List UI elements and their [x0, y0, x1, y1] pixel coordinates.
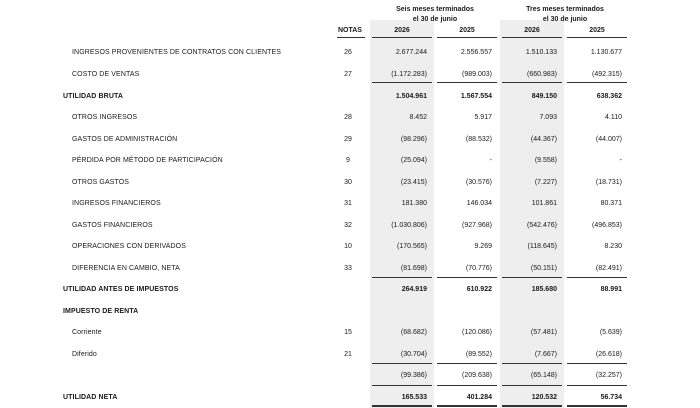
row-label: OTROS GASTOS	[72, 179, 130, 186]
table-row	[0, 111, 700, 125]
row-label: UTILIDAD BRUTA	[63, 93, 123, 100]
total-double-rule	[502, 405, 562, 407]
six-months-header-line2: el 30 de junio	[412, 16, 458, 23]
row-note: 26	[344, 49, 352, 56]
subtotal-rule	[437, 277, 497, 278]
table-row	[0, 262, 700, 276]
row-value: (1.030.806)	[391, 222, 427, 229]
total-double-rule	[437, 405, 497, 407]
row-value: (70.776)	[465, 265, 492, 272]
row-value: 181.380	[401, 200, 427, 207]
row-note: 29	[344, 136, 352, 143]
row-value: (89.552)	[465, 351, 492, 358]
header-underline	[567, 37, 627, 38]
table-row	[0, 154, 700, 168]
three-months-header-line2: el 30 de junio	[542, 16, 588, 23]
table-row	[0, 240, 700, 254]
row-value: (5.639)	[599, 329, 622, 336]
subtotal-rule	[502, 277, 562, 278]
notes-column-header: NOTAS	[338, 27, 362, 34]
row-value: (23.415)	[400, 179, 427, 186]
column-header-2026-three: 2026	[524, 27, 540, 34]
three-months-header	[500, 5, 630, 25]
total-double-rule	[567, 405, 627, 407]
table-row-tax-total	[0, 369, 700, 383]
row-value: (660.983)	[527, 71, 557, 78]
row-value: 1.504.961	[395, 93, 427, 100]
row-value: (496.853)	[592, 222, 622, 229]
three-months-header-line1: Tres meses terminados	[526, 6, 604, 13]
row-value: 5.917	[474, 114, 492, 121]
row-value: (65.148)	[530, 372, 557, 379]
row-value: (68.682)	[400, 329, 427, 336]
row-label: INGRESOS FINANCIEROS	[72, 200, 161, 207]
row-value: (7.667)	[534, 351, 557, 358]
row-value: 401.284	[466, 394, 492, 401]
row-value: (927.968)	[462, 222, 492, 229]
row-value: (57.481)	[530, 329, 557, 336]
row-value: (9.558)	[534, 157, 557, 164]
table-row	[0, 197, 700, 211]
row-value: (170.565)	[397, 243, 427, 250]
column-header-2025-three: 2025	[589, 27, 605, 34]
subtotal-rule	[567, 363, 627, 364]
row-note: 31	[344, 200, 352, 207]
header-underline	[372, 37, 432, 38]
row-note: 27	[344, 71, 352, 78]
row-value: 101.861	[531, 200, 557, 207]
row-value: 7.093	[539, 114, 557, 121]
row-value: (32.257)	[595, 372, 622, 379]
header-underline	[337, 37, 365, 38]
row-label: IMPUESTO DE RENTA	[63, 308, 139, 315]
row-value: 2.677.244	[395, 49, 427, 56]
row-label: Corriente	[72, 329, 102, 336]
row-value: (26.618)	[595, 351, 622, 358]
table-row	[0, 176, 700, 190]
row-value: (25.094)	[400, 157, 427, 164]
row-value: (989.003)	[462, 71, 492, 78]
subtotal-rule	[437, 363, 497, 364]
row-value: -	[489, 157, 492, 164]
row-value: 80.371	[600, 200, 622, 207]
row-label: PÉRDIDA POR MÉTODO DE PARTICIPACIÓN	[72, 157, 223, 164]
row-value: (7.227)	[534, 179, 557, 186]
row-value: (99.386)	[400, 372, 427, 379]
row-value: 8.452	[409, 114, 427, 121]
row-value: (81.698)	[400, 265, 427, 272]
row-value: (118.645)	[527, 243, 557, 250]
row-value: (98.296)	[400, 136, 427, 143]
row-value: (18.731)	[595, 179, 622, 186]
table-row	[0, 133, 700, 147]
row-label: COSTO DE VENTAS	[72, 71, 140, 78]
table-row-income-tax-header	[0, 305, 700, 319]
row-label: GASTOS DE ADMINISTRACIÓN	[72, 136, 178, 143]
row-note: 15	[344, 329, 352, 336]
row-value: 1.130.677	[590, 49, 622, 56]
row-label: UTILIDAD ANTES DE IMPUESTOS	[63, 286, 179, 293]
column-header-2025-six: 2025	[459, 27, 475, 34]
subtotal-rule	[437, 385, 497, 386]
row-label: UTILIDAD NETA	[63, 394, 118, 401]
row-note: 33	[344, 265, 352, 272]
header-underline	[502, 37, 562, 38]
subtotal-rule	[372, 363, 432, 364]
row-value: (120.086)	[462, 329, 492, 336]
row-value: 185.680	[531, 286, 557, 293]
subtotal-rule	[567, 277, 627, 278]
row-value: (30.576)	[465, 179, 492, 186]
row-label: GASTOS FINANCIEROS	[72, 222, 153, 229]
row-value: 849.150	[531, 93, 557, 100]
table-row-gross-profit	[0, 90, 700, 104]
row-note: 21	[344, 351, 352, 358]
row-value: (542.476)	[527, 222, 557, 229]
row-value: 88.991	[600, 286, 622, 293]
subtotal-rule	[372, 277, 432, 278]
row-value: (492.315)	[592, 71, 622, 78]
table-row-net-income	[0, 391, 700, 405]
header-underline	[437, 37, 497, 38]
row-label: INGRESOS PROVENIENTES DE CONTRATOS CON CLIENTES	[72, 49, 282, 56]
row-value: (50.151)	[530, 265, 557, 272]
table-row	[0, 348, 700, 362]
table-row	[0, 68, 700, 82]
subtotal-rule	[372, 82, 432, 83]
row-value: (30.704)	[400, 351, 427, 358]
row-value: 8.230	[604, 243, 622, 250]
row-value: 1.567.554	[460, 93, 492, 100]
row-value: (82.491)	[595, 265, 622, 272]
row-value: (209.638)	[462, 372, 492, 379]
row-note: 10	[344, 243, 352, 250]
row-value: 56.734	[600, 394, 622, 401]
six-months-header-line1: Seis meses terminados	[396, 6, 474, 13]
row-label: OPERACIONES CON DERIVADOS	[72, 243, 187, 250]
row-value: 4.110	[605, 114, 622, 121]
table-row-income-before-tax	[0, 283, 700, 297]
row-note: 9	[346, 157, 350, 164]
row-value: (1.172.283)	[391, 71, 427, 78]
row-note: 32	[344, 222, 352, 229]
row-value: 146.034	[466, 200, 492, 207]
row-value: (88.532)	[465, 136, 492, 143]
row-label: DIFERENCIA EN CAMBIO, NETA	[72, 265, 180, 272]
subtotal-rule	[502, 363, 562, 364]
subtotal-rule	[567, 82, 627, 83]
row-value: 1.510.133	[525, 49, 557, 56]
row-label: Diferido	[72, 351, 97, 358]
row-value: 610.922	[466, 286, 492, 293]
subtotal-rule	[372, 385, 432, 386]
row-value: 2.556.557	[460, 49, 492, 56]
row-note: 28	[344, 114, 352, 121]
row-value: 120.532	[531, 394, 557, 401]
row-value: -	[619, 157, 622, 164]
row-note: 30	[344, 179, 352, 186]
subtotal-rule	[502, 385, 562, 386]
row-value: 9.269	[474, 243, 492, 250]
row-value: (44.367)	[530, 136, 557, 143]
row-value: 638.362	[596, 93, 622, 100]
row-value: 264.919	[401, 286, 427, 293]
table-row	[0, 46, 700, 60]
row-value: 165.533	[401, 394, 427, 401]
row-value: (44.007)	[595, 136, 622, 143]
subtotal-rule	[502, 82, 562, 83]
table-row	[0, 219, 700, 233]
six-months-header	[370, 5, 500, 25]
column-header-2026-six: 2026	[394, 27, 410, 34]
subtotal-rule	[567, 385, 627, 386]
subtotal-rule	[437, 82, 497, 83]
row-label: OTROS INGRESOS	[72, 114, 138, 121]
total-double-rule	[372, 405, 432, 407]
table-row	[0, 326, 700, 340]
